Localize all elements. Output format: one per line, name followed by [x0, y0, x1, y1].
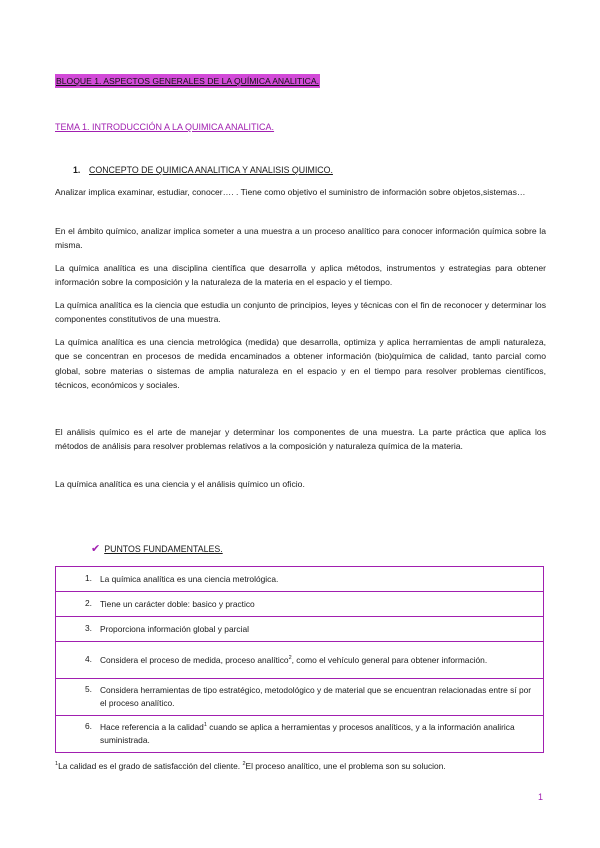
item-text: La química analítica es una ciencia metrológica.: [100, 573, 279, 584]
item-text: Hace referencia a la calidad$^1$ cuando se aplica a herramientas y procesos analíticos, y a la información analirica suministrada.: [100, 722, 515, 745]
paragraph: La química analítica es una ciencia metrológica (medida) que desarrolla, optimiza y aplica herramientas de ampli naturaleza, que se concentran en procesos de medida encaminados a obtener información (bio)química de calidad, tanto parcial como global, sobre materias o sistemas de amplia naturaleza en el espacio y en el tiempo para resolver problemas científicos, técnicos, económicos y sociales.: [55, 337, 546, 391]
table-row: [56, 567, 544, 592]
table-row: [56, 716, 544, 753]
item-text: Proporciona información global y parcial: [100, 623, 249, 634]
paragraph: La química analítica es la ciencia que estudia un conjunto de principios, leyes y técnicas con el fin de reconocer y determinar los componentes constitutivos de una muestra.: [55, 300, 546, 325]
item-text: Considera herramientas de tipo estratégico, metodológico y de material que se encuentran relacionadas entre sí por el proceso analítico.: [100, 685, 532, 708]
footnote: $^1$La calidad es el grado de satisfacción del cliente. $^2$El proceso analítico, une el problema son su solucion.: [55, 761, 446, 771]
item-number: 4.: [85, 653, 92, 664]
table-row: [56, 617, 544, 642]
paragraph: El análisis químico es el arte de manejar y determinar los componentes de una muestra. La parte práctica que aplica los métodos de análisis para resolver problemas relativos a la composición y naturaleza química de la materia.: [55, 427, 546, 452]
section-title: CONCEPTO DE QUIMICA ANALITICA Y ANALISIS QUIMICO.: [89, 165, 333, 175]
bloque-heading: BLOQUE 1. ASPECTOS GENERALES DE LA QUÍMICA ANALITICA.: [56, 76, 319, 86]
checkmark-icon: ✔: [91, 543, 101, 555]
tema-heading: TEMA 1. INTRODUCCIÓN A LA QUIMICA ANALITICA.: [55, 122, 275, 132]
item-number: 6.: [85, 721, 92, 731]
paragraph: Analizar implica examinar, estudiar, conocer…. . Tiene como objetivo el suministro de información sobre objetos,sistemas…: [55, 187, 526, 197]
section-heading: [73, 164, 333, 176]
item-number: 1.: [85, 572, 92, 583]
section-number: 1.: [73, 165, 81, 175]
table-row: [56, 642, 544, 679]
puntos-label: PUNTOS FUNDAMENTALES.: [104, 544, 223, 554]
item-text: Tiene un carácter doble: basico y practico: [100, 598, 255, 609]
table-row: [56, 592, 544, 617]
paragraph: La química analítica es una disciplina científica que desarrolla y aplica métodos, instrumentos y estrategias para obtener información sobre la composición y la naturaleza de la materia en el espacio y el tiempo.: [55, 263, 546, 288]
item-number: 5.: [85, 684, 92, 694]
puntos-table: [55, 566, 544, 753]
paragraph: La química analítica es una ciencia y el análisis químico un oficio.: [55, 479, 305, 489]
paragraph: En el ámbito químico, analizar implica someter a una muestra a un proceso analítico para conocer información química sobre la misma.: [55, 226, 546, 251]
item-text: Considera el proceso de medida, proceso analítico$^2$, como el vehículo general para obtener información.: [100, 654, 488, 665]
item-number: 2.: [85, 597, 92, 608]
item-number: 3.: [85, 622, 92, 633]
table-row: [56, 679, 544, 716]
page-number: 1: [538, 792, 544, 802]
puntos-heading: [91, 543, 223, 555]
